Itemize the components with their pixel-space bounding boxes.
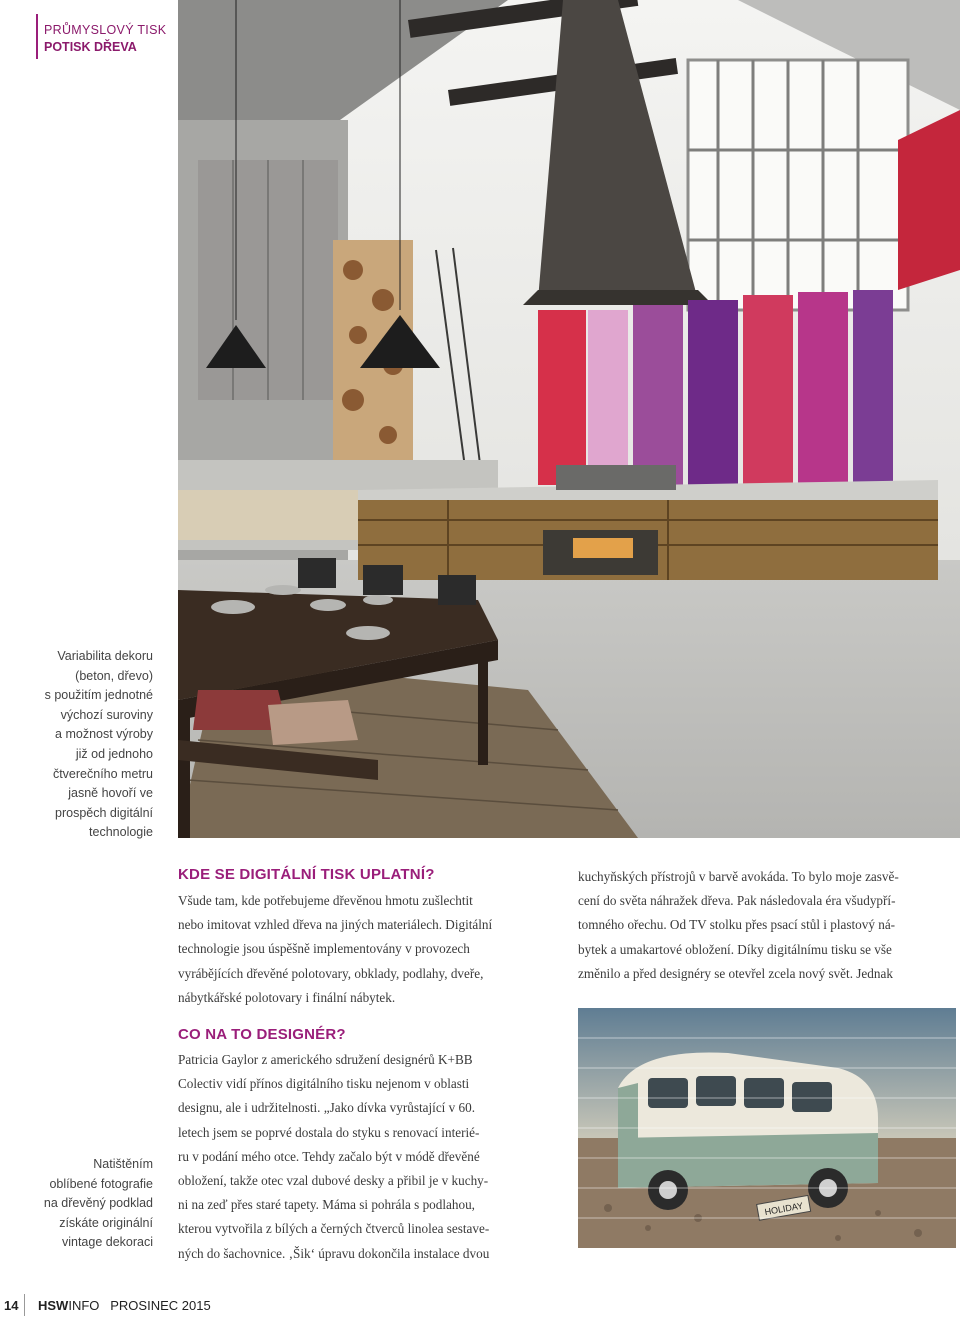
caption-line: získáte originální (59, 1215, 153, 1230)
text-line: letech jsem se poprvé dostala do styku s renovací interié- (178, 1124, 480, 1140)
section-heading: KDE SE DIGITÁLNÍ TISK UPLATNÍ? (178, 866, 435, 883)
issue-date: PROSINEC 2015 (110, 1298, 211, 1313)
text-line: ni na zeď přes staré tapety. Máma si pohrála s podlahou, (178, 1197, 475, 1213)
vw-plate-text: HOLIDAY (763, 1200, 804, 1218)
header-section: POTISK DŘEVA (44, 40, 137, 54)
text-line: designu, ale i udržitelnosti. „Jako dívka vyrůstající v 60. (178, 1100, 476, 1116)
text-line: Patricia Gaylor z amerického sdružení designérů K+BB (178, 1052, 473, 1067)
caption-line: Natištěním (93, 1157, 153, 1171)
text-line: bytek a umakartové obložení. Díky digitálnímu tisku se vše (578, 941, 892, 957)
vw-bus-photo (578, 1008, 956, 1248)
text-line: obložení, takže otec vzal dubové desky a přibil je v kuchy- (178, 1173, 489, 1189)
section-heading: CO NA TO DESIGNÉR? (178, 1026, 346, 1043)
caption-line: Variabilita dekoru (57, 649, 153, 663)
section2-body (178, 1048, 568, 1266)
magazine-brand-rest: INFO (68, 1298, 100, 1313)
right-column-body (578, 865, 956, 986)
text-line: kuchyňských přístrojů v barvě avokáda. To bylo moje zasvě- (578, 869, 899, 884)
text-line: nábytkářské polotovary i finální nábytek. (178, 989, 396, 1005)
magazine-brand: HSW (38, 1298, 69, 1313)
text-line: kterou vytvořila z bílých a černých čtverců linolea sestave- (178, 1221, 490, 1237)
caption-line: čtverečního metru (52, 766, 153, 781)
text-line: nebo imitovat vzhled dřeva na jiných materiálech. Digitální (178, 917, 493, 933)
text-line: Všude tam, kde potřebujeme dřevěnou hmotu zušlechtit (178, 893, 473, 908)
caption-line: prospěch digitální (55, 805, 153, 820)
hero-caption (20, 647, 153, 843)
caption-line: na dřevěný podklad (43, 1196, 153, 1211)
text-line: změnilo a před designéry se otevřel zcela nový svět. Jednak (578, 965, 893, 981)
header-kicker: PRŮMYSLOVÝ TISK (44, 23, 167, 37)
magazine-name (38, 1298, 211, 1313)
caption-line: již od jednoho (75, 746, 153, 761)
page-number: 14 (4, 1298, 19, 1313)
caption-line: vintage dekoraci (61, 1235, 153, 1250)
caption-line: výchozí suroviny (60, 707, 153, 722)
header-accent-line (36, 14, 38, 59)
running-header (44, 22, 166, 56)
caption-line: (beton, dřevo) (75, 668, 153, 683)
text-line: cení do světa náhražek dřeva. Pak následovala éra všudypří- (578, 893, 896, 909)
caption-line: s použitím jednotné (44, 688, 153, 703)
section1-body (178, 889, 568, 1010)
caption-line: oblíbené fotografie (49, 1176, 153, 1191)
text-line: ných do šachovnice. ‚Šik‘ úpravu dokončila instalace dvou (178, 1245, 490, 1261)
caption-line: jasně hovoří ve (68, 786, 153, 801)
text-line: vyrábějících dřevěné polotovary, obklady, podlahy, dveře, (178, 965, 484, 981)
text-line: Colectiv vidí přínos digitálního tisku nejenom v oblasti (178, 1076, 470, 1092)
kitchen-photo (178, 0, 960, 838)
text-line: technologie jsou úspěšně implementovány v provozech (178, 941, 470, 957)
text-line: tomného ořechu. Od TV stolku přes psací stůl i plastový ná- (578, 917, 896, 933)
vw-caption (20, 1155, 153, 1253)
text-line: ru v podání mého otce. Tehdy začalo být v módě dřevěné (178, 1148, 480, 1164)
caption-line: technologie (89, 825, 153, 840)
caption-line: a možnost výroby (55, 727, 153, 742)
